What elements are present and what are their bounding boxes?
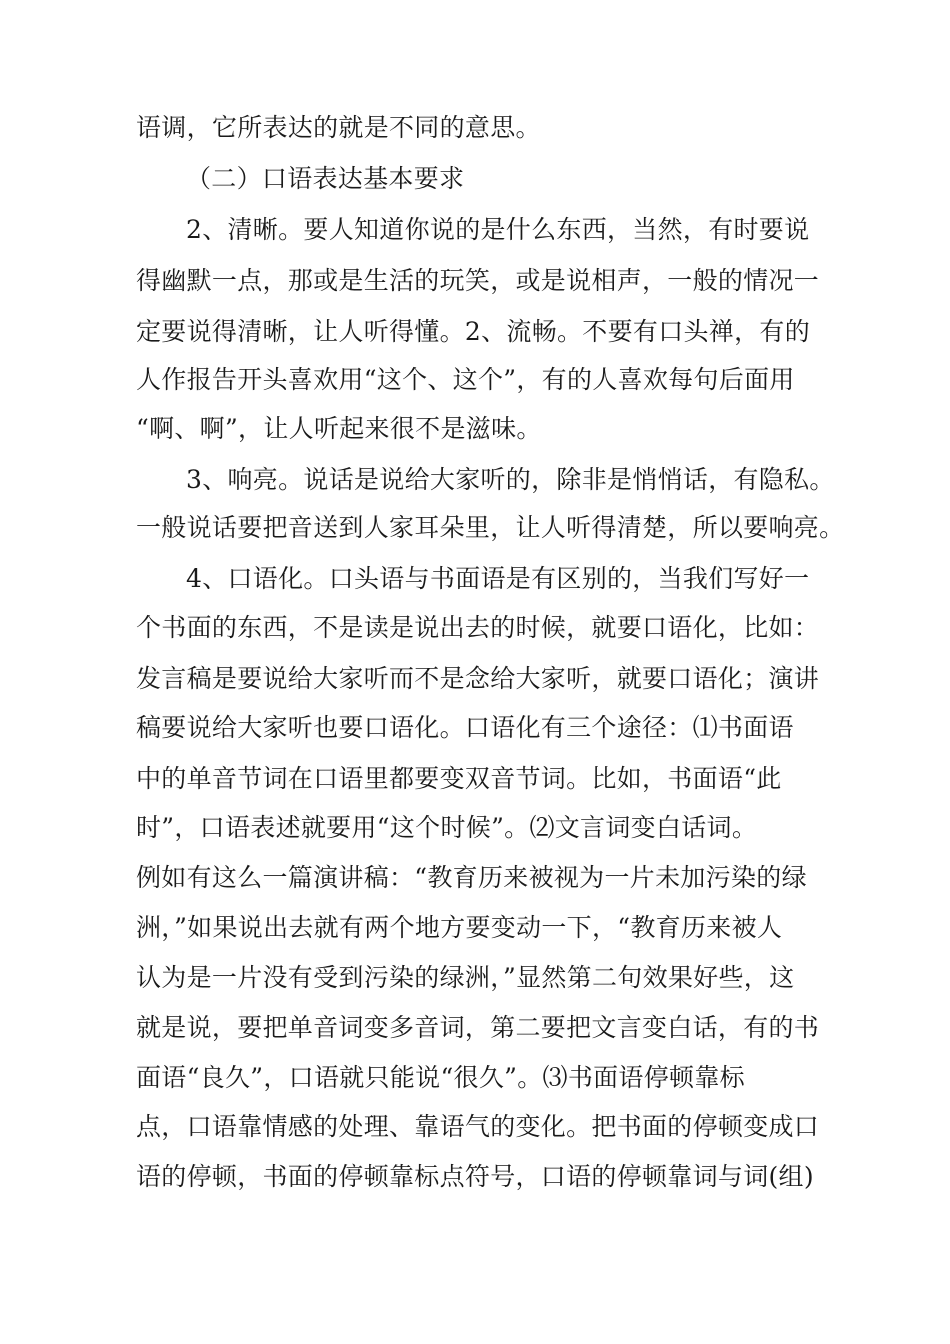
text-line: 点，口语靠情感的处理、靠语气的变化。把书面的停顿变成口 xyxy=(136,1112,820,1141)
text-line: 面语“良久”，口语就只能说“很久”。⑶书面语停顿靠标 xyxy=(136,1063,745,1092)
text-line: 定要说得清晰，让人听得懂。2、流畅。不要有口头禅，有的 xyxy=(136,317,811,346)
text-line: 3、响亮。说话是说给大家听的，除非是悄悄话，有隐私。 xyxy=(186,465,835,494)
text-line: “啊、啊”，让人听起来很不是滋味。 xyxy=(136,414,542,443)
text-line: 就是说，要把单音词变多音词，第二要把文言变白话，有的书 xyxy=(136,1013,820,1042)
text-line: 人作报告开头喜欢用“这个、这个”，有的人喜欢每句后面用 xyxy=(136,365,795,394)
text-line: 一般说话要把音送到人家耳朵里，让人听得清楚，所以要响亮。 xyxy=(136,513,845,542)
text-line: 语的停顿，书面的停顿靠标点符号，口语的停顿靠词与词(组) xyxy=(136,1162,814,1191)
text-line: 4、口语化。口头语与书面语是有区别的，当我们写好一 xyxy=(186,564,810,593)
text-line: 个书面的东西，不是读是说出去的时候，就要口语化，比如： xyxy=(136,613,820,642)
text-line: 稿要说给大家听也要口语化。口语化有三个途径：⑴书面语 xyxy=(136,713,794,742)
text-line: 洲，”如果说出去就有两个地方要变动一下，“教育历来被人 xyxy=(136,913,783,942)
text-line: 得幽默一点，那或是生活的玩笑，或是说相声，一般的情况一 xyxy=(136,266,820,295)
text-line: 例如有这么一篇演讲稿：“教育历来被视为一片未加污染的绿 xyxy=(136,863,807,892)
text-line: 认为是一片没有受到污染的绿洲，”显然第二句效果好些，这 xyxy=(136,963,795,992)
text-line: 发言稿是要说给大家听而不是念给大家听，就要口语化；演讲 xyxy=(136,664,820,693)
section-heading: （二）口语表达基本要求 xyxy=(186,164,465,193)
text-line: 2、清晰。要人知道你说的是什么东西，当然，有时要说 xyxy=(186,215,810,244)
text-line: 时”，口语表述就要用“这个时候”。⑵文言词变白话词。 xyxy=(136,813,758,842)
text-line: 中的单音节词在口语里都要变双音节词。比如，书面语“此 xyxy=(136,764,782,793)
text-line: 语调，它所表达的就是不同的意思。 xyxy=(136,113,541,142)
